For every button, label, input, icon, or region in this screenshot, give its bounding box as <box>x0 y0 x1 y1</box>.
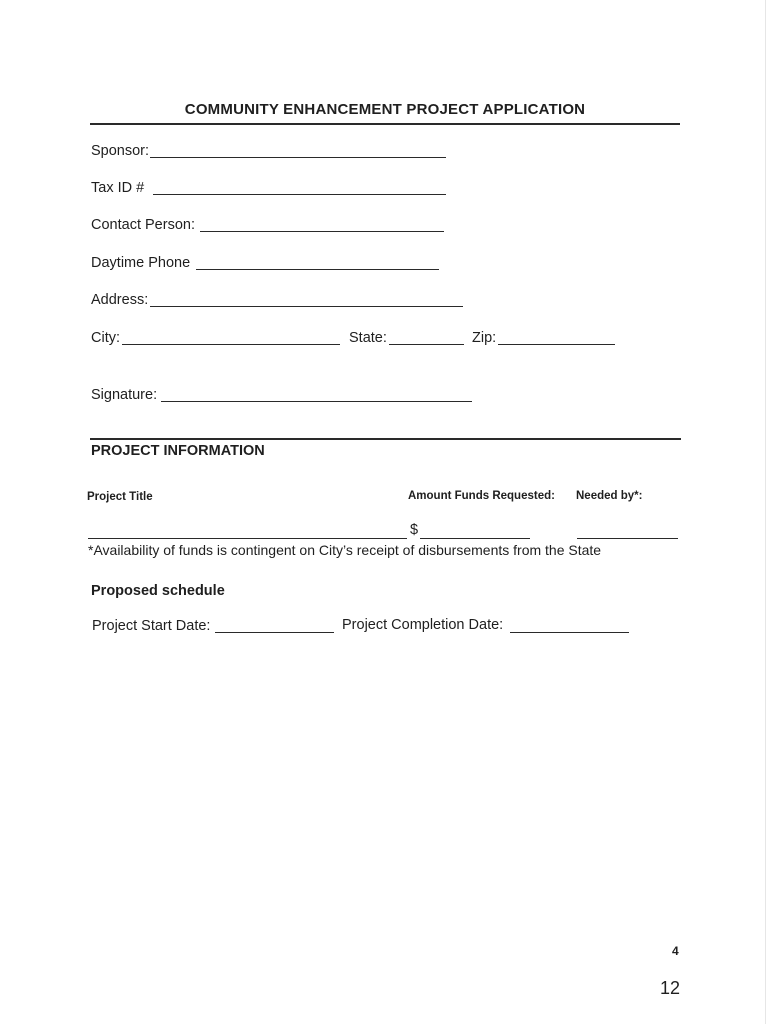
sponsor-field[interactable] <box>150 157 446 158</box>
project-title-field[interactable] <box>88 538 407 539</box>
tax-id-label: Tax ID # <box>91 180 145 196</box>
completion-date-field[interactable] <box>510 632 629 633</box>
sponsor-label: Sponsor: <box>91 143 150 159</box>
signature-field[interactable] <box>161 401 472 402</box>
project-information-heading: PROJECT INFORMATION <box>91 443 265 459</box>
proposed-schedule-heading: Proposed schedule <box>91 583 225 599</box>
needed-by-field[interactable] <box>577 538 678 539</box>
page-edge-shadow <box>765 0 766 1024</box>
city-label: City: <box>91 330 120 346</box>
needed-by-label: Needed by*: <box>576 490 643 502</box>
amount-requested-field[interactable] <box>420 538 530 539</box>
zip-field[interactable] <box>498 344 615 345</box>
form-title: COMMUNITY ENHANCEMENT PROJECT APPLICATION <box>184 101 586 118</box>
zip-label: Zip: <box>472 330 497 346</box>
city-field[interactable] <box>122 344 340 345</box>
section-rule <box>90 438 681 440</box>
page-number-small: 4 <box>672 944 679 958</box>
project-title-label: Project Title <box>87 491 153 503</box>
funds-footnote: *Availability of funds is contingent on City’s receipt of disbursements from the State <box>88 542 602 558</box>
start-date-label: Project Start Date: <box>92 618 211 634</box>
contact-person-label: Contact Person: <box>91 217 195 233</box>
title-rule <box>90 123 680 125</box>
contact-person-field[interactable] <box>200 231 444 232</box>
dollar-sign: $ <box>410 522 419 538</box>
daytime-phone-field[interactable] <box>196 269 439 270</box>
daytime-phone-label: Daytime Phone <box>91 255 191 271</box>
state-label: State: <box>349 330 387 346</box>
state-field[interactable] <box>389 344 464 345</box>
address-label: Address: <box>91 292 149 308</box>
address-field[interactable] <box>150 306 463 307</box>
start-date-field[interactable] <box>215 632 334 633</box>
tax-id-field[interactable] <box>153 194 446 195</box>
signature-label: Signature: <box>91 387 158 403</box>
completion-date-label: Project Completion Date: <box>342 617 504 633</box>
amount-requested-label: Amount Funds Requested: <box>408 490 555 502</box>
page-number-large: 12 <box>660 978 681 998</box>
